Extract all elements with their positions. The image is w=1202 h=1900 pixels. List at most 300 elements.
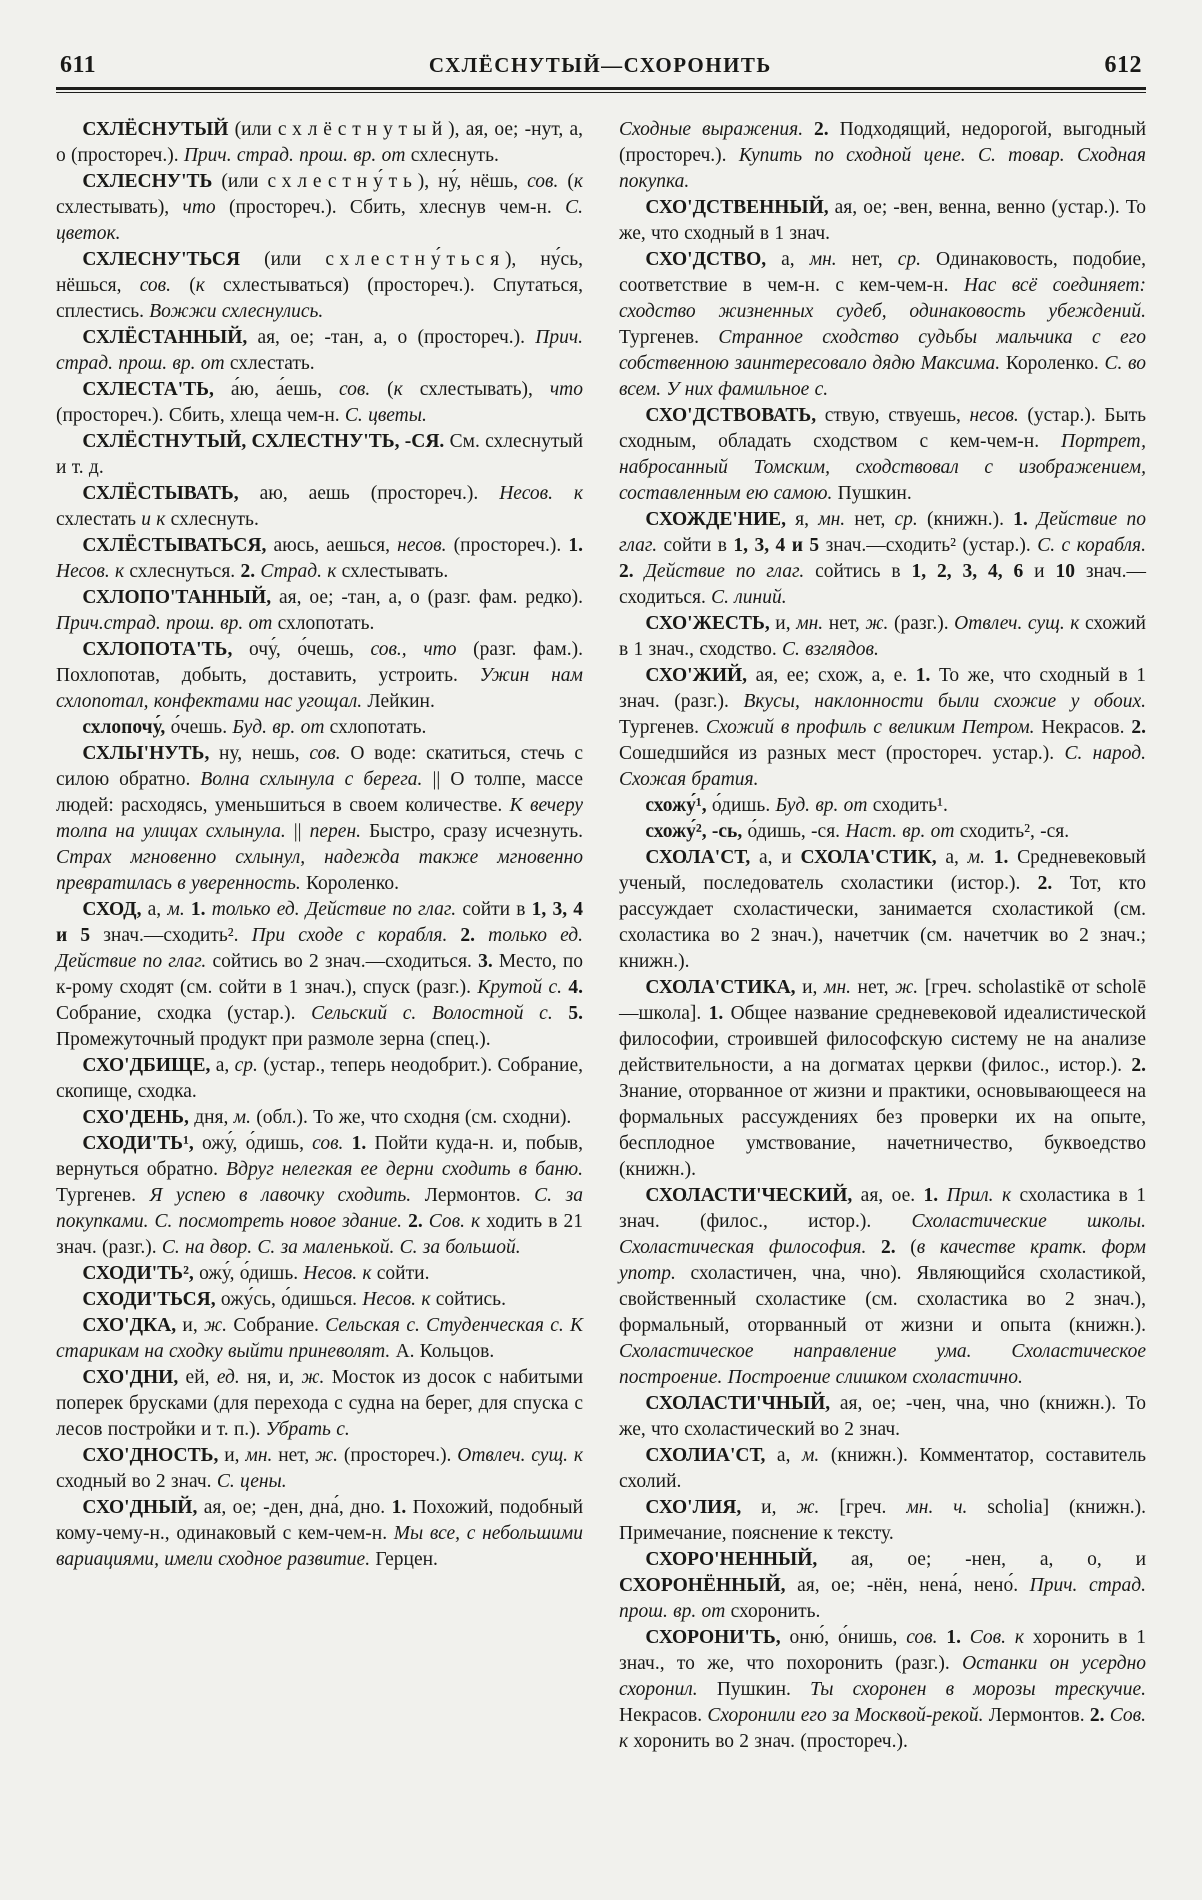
text-run: СХЛЁСТЫВАТЬСЯ, (82, 535, 274, 556)
text-run: Лермонтов. (983, 1705, 1090, 1726)
text-run: ж. (315, 1445, 339, 1466)
text-run: СХО'ДСТВО, (645, 249, 782, 270)
text-run: Лейкин. (362, 691, 435, 712)
text-run: о́дишь, -ся. (747, 821, 846, 842)
text-run: Нас всё соединяет: сходство жизненных судеб, одинаковость убеждений. (619, 275, 1146, 322)
text-run: Ты схоронен в морозы трескучие. (810, 1679, 1146, 1700)
text-run: 2. (460, 925, 489, 946)
text-run: а, (147, 899, 168, 920)
text-run: Тургенев. (619, 717, 706, 738)
text-run: Буд. вр. от (775, 795, 873, 816)
text-run: я, (795, 509, 819, 530)
text-run: С. цветы. (344, 405, 427, 426)
text-run: ожу́сь, о́дишься. (220, 1289, 363, 1310)
text-run: Герцен. (370, 1549, 438, 1570)
text-run: ая, ое; -вен, венна, венно (устар.). То же, что сходный в 1 знач. (619, 197, 1146, 244)
text-run: ж. (895, 977, 919, 998)
text-run: Похожий, подобный кому-чему-н., одинаковый с кем-чем-н. (56, 1497, 584, 1544)
text-run: СХЛЫ'НУТЬ, (82, 743, 220, 764)
text-run: СХОЛА'СТИКА, (645, 977, 803, 998)
text-run: схлёстнутый (277, 119, 449, 140)
text-run: Схоластические школы. Схоластическая философия. (619, 1211, 1147, 1258)
text-run: 1. (993, 847, 1018, 868)
text-run: 1. (708, 1003, 731, 1024)
text-run: ), ая, ое; -нут, а, о (простореч.). (56, 119, 583, 166)
text-run: что (549, 379, 584, 400)
text-run: схлопотать. (277, 613, 375, 634)
dictionary-entry (56, 715, 583, 741)
dictionary-entry (56, 533, 583, 585)
dictionary-entry (56, 897, 583, 1053)
text-run: Сходные выражения. (619, 119, 815, 140)
text-run: Несов. к (362, 1289, 431, 1310)
text-run: Тургенев. (56, 1185, 150, 1206)
text-run: ед. (216, 1367, 240, 1388)
text-run: сов., что (370, 639, 457, 660)
text-run: оню́, о́нишь, (789, 1627, 907, 1648)
text-run: ср. (234, 1055, 258, 1076)
text-run: (простореч.). Сбить, хлеща чем-н. (56, 405, 345, 426)
text-run: Несов. к (303, 1263, 372, 1284)
text-run: мн. ч. (906, 1497, 968, 1518)
text-run: СХОЖДЕ'НИЕ, (645, 509, 796, 530)
text-run: схожу́², -сь, (645, 821, 748, 842)
text-run: несов. (397, 535, 447, 556)
text-run: 10 (1055, 561, 1075, 582)
text-run: схлестать. (229, 353, 315, 374)
text-run: нет, (272, 1445, 316, 1466)
text-run: СХОРОНИ'ТЬ, (645, 1627, 790, 1648)
text-run: С. на двор. С. за маленькой. С. за большой. (161, 1237, 521, 1258)
text-run: Короленко. (300, 873, 399, 894)
text-run: К вечеру толпа на улицах схлынула. (56, 795, 583, 842)
text-run: СХЛОПО'ТАННЫЙ, (82, 587, 279, 608)
dictionary-entry (619, 1183, 1146, 1391)
text-run: схлеснуться. (124, 561, 241, 582)
text-run: схлестну́ться (325, 249, 505, 270)
text-run: схлестну́ть (267, 171, 418, 192)
text-run: Останки он усердно схоронил. (619, 1653, 1146, 1700)
text-run: 1. (915, 665, 939, 686)
text-run: СХОДИ'ТЬСЯ, (82, 1289, 221, 1310)
text-run: ая, ое; -тан, а, о (разг. фам. редко). (279, 587, 583, 608)
text-run: 1. (1013, 509, 1037, 530)
dictionary-entry (56, 117, 583, 169)
text-run: а, (945, 847, 968, 868)
text-run: нет, (851, 977, 896, 998)
text-run: Отвлеч. сущ. к (954, 613, 1080, 634)
text-run: мн. (245, 1445, 273, 1466)
text-run: Одинаковость, подобие, соответствие в чем-н. с кем-чем-н. (619, 249, 1146, 296)
text-run: ожу́, о́дишь, (202, 1133, 313, 1154)
text-run: и к (141, 509, 166, 530)
dictionary-entry (56, 1365, 583, 1443)
text-run: нет, (836, 249, 898, 270)
text-run: ж. (865, 613, 889, 634)
text-run: Наст. вр. от (845, 821, 960, 842)
dictionary-entry (619, 975, 1146, 1183)
text-run: Подходящий, недорогой, выгодный (простореч.). (619, 119, 1147, 166)
right-column (619, 117, 1146, 1755)
text-run: сов. (906, 1627, 947, 1648)
text-run: сов. (338, 379, 371, 400)
text-run: ср. (894, 509, 918, 530)
dictionary-entry (56, 377, 583, 429)
text-run: м. (233, 1107, 251, 1128)
text-run: Некрасов. (1034, 717, 1132, 738)
text-run: а, (776, 1445, 802, 1466)
text-run: СХЛЁСНУТЫЙ (82, 119, 235, 140)
text-run: и, (802, 977, 824, 998)
text-run: схлопотать. (329, 717, 427, 738)
text-run: || О толпе, массе людей: расходясь, уменьшиться в своем количестве. (56, 769, 584, 816)
text-run: очу́, о́чешь, (248, 639, 371, 660)
text-run: мн. (796, 613, 824, 634)
text-run: Действие по глаг. (644, 561, 805, 582)
text-run: ожу́, о́дишь. (199, 1263, 304, 1284)
text-run: м. (801, 1445, 820, 1466)
text-run: 3. (478, 951, 499, 972)
text-run: сойти в (657, 535, 734, 556)
text-run: СХО'ЖИЙ, (645, 665, 756, 686)
text-run: схлеснуть. (165, 509, 259, 530)
text-run: и, (224, 1445, 246, 1466)
text-run: (разг.). (888, 613, 955, 634)
text-run: 4. (568, 977, 583, 998)
dictionary-entry (619, 195, 1146, 247)
text-run: (или (221, 171, 268, 192)
text-run: О воде: скатиться, стечь с силою обратно. (56, 743, 583, 790)
text-run: схлопочу́, (82, 717, 171, 738)
text-run: Место, по к-рому сходят (см. сойти в 1 знач.), спуск (разг.). (56, 951, 584, 998)
text-run: С. взглядов. (781, 639, 879, 660)
text-run: 2. (881, 1237, 911, 1258)
dictionary-entry (56, 741, 583, 897)
text-run: [греч. scholastikē от scholē—школа]. (619, 977, 1146, 1024)
dictionary-entry (56, 481, 583, 533)
text-run: С. за покупками. С. посмотреть новое здание. (56, 1185, 583, 1232)
text-run: Знание, оторванное от жизни и практики, основывающееся на формальных рассуждениях без проверки их на опыте, бесплодное умствование, начетничество, буквоедство (книжн.). (619, 1081, 1146, 1180)
text-run: Пойти куда-н. и, побыв, вернуться обратно. (56, 1133, 583, 1180)
text-run: Прич. страд. прош. вр. от (183, 145, 411, 166)
text-run: СХОДИ'ТЬ¹, (82, 1133, 203, 1154)
text-run: ая, ее; схож, а, е. (755, 665, 916, 686)
text-run: Схоластическое направление ума. Схоластическое построение. Построение слишком схоластично. (619, 1341, 1146, 1388)
text-run: сходить², -ся. (959, 821, 1070, 842)
text-run: схлестывать), (402, 379, 550, 400)
dictionary-entry (619, 117, 1146, 195)
text-run: (простореч.). (446, 535, 569, 556)
text-run: См. схлеснутый и т. д. (56, 431, 584, 478)
text-run: к (393, 379, 403, 400)
dictionary-entry (619, 819, 1146, 845)
text-run: С. народ. Схожая братия. (619, 743, 1146, 790)
text-run: СХОЛА'СТ, (645, 847, 759, 868)
text-run: ж. (301, 1367, 325, 1388)
text-run: и, (761, 1497, 797, 1518)
header-rule (56, 87, 1146, 93)
text-run: нет, (845, 509, 895, 530)
dictionary-entry (619, 1547, 1146, 1625)
text-run: СХОРО'НЕННЫЙ, (645, 1549, 852, 1570)
text-run: СХОЛИА'СТ, (645, 1445, 777, 1466)
text-run: к (573, 171, 583, 192)
text-run: ), ну́сь, нёшься, (56, 249, 583, 296)
text-run: 5. (568, 1003, 583, 1024)
text-run: (или (264, 249, 326, 270)
text-run: ), ну́, нёшь, (417, 171, 528, 192)
text-run: мн. (824, 977, 851, 998)
text-run: (книжн.). Комментатор, составитель схолий. (619, 1445, 1147, 1492)
text-run: А. Кольцов. (390, 1341, 495, 1362)
text-run: С. с корабля. (1037, 535, 1146, 556)
text-run: Мы все, с небольшими вариациями, имели сходное развитие. (56, 1523, 584, 1570)
text-run: Некрасов. (619, 1705, 708, 1726)
text-columns (56, 117, 1146, 1755)
running-title: СХЛЁСНУТЫЙ—СХОРОНИТЬ (428, 53, 772, 77)
text-run: (книжн.). (917, 509, 1014, 530)
text-run: Отвлеч. сущ. к (457, 1445, 583, 1466)
text-run: СХО'ДЕНЬ, (82, 1107, 195, 1128)
text-run: Пушкин. (832, 483, 912, 504)
text-run: Действие по глаг. (619, 509, 1146, 556)
page-number-left: 611 (60, 52, 97, 78)
text-run: (простореч.). Сбить, хлеснув чем-н. (215, 197, 566, 218)
text-run: ж. (796, 1497, 820, 1518)
text-run: С. во всем. У них фамильное с. (619, 353, 1146, 400)
text-run: Крутой с. (477, 977, 569, 998)
text-run: СХО'ДНИ, (82, 1367, 186, 1388)
text-run: ну, нешь, (219, 743, 310, 764)
text-run: ня, и, (239, 1367, 302, 1388)
dictionary-entry (56, 169, 583, 247)
text-run: (устар.). Быть сходным, обладать сходством с кем-чем-н. (619, 405, 1146, 452)
text-run: и (1023, 561, 1056, 582)
text-run: перен. (309, 821, 362, 842)
text-run: а, (215, 1055, 235, 1076)
text-run: м. (167, 899, 191, 920)
text-run: 2. (408, 1211, 429, 1232)
left-column (56, 117, 583, 1755)
text-run: СХОЛА'СТИК, (800, 847, 946, 868)
text-run: 2. (1037, 873, 1070, 894)
text-run: схоронить. (730, 1601, 821, 1622)
text-run: знач.—сходить² (устар.). (819, 535, 1038, 556)
text-run: СХЛЕСТА'ТЬ, (82, 379, 231, 400)
text-run: Сельский с. Волостной с. (311, 1003, 569, 1024)
text-run: Сов. к (428, 1211, 481, 1232)
text-run: ая, ое; -тан, а, о (простореч.). (257, 327, 536, 348)
text-run: сходить¹. (872, 795, 948, 816)
dictionary-entry (619, 507, 1146, 611)
dictionary-entry (56, 247, 583, 325)
text-run: Промежуточный продукт при размоле зерна (спец.). (56, 1029, 491, 1050)
text-run: о́чешь. (170, 717, 233, 738)
text-run: Прич. страд. прош. вр. от (56, 327, 583, 374)
text-run: ая, ое; -ден, дна́, дно. (203, 1497, 392, 1518)
text-run: СХЛЕСНУ'ТЬ (82, 171, 222, 192)
text-run: знач.—сходиться. (619, 561, 1147, 608)
page-header (56, 52, 1146, 79)
text-run: что (182, 197, 216, 218)
dictionary-entry (619, 1391, 1146, 1443)
text-run: Общее название средневековой идеалистической философии, строившей философскую систему не на анализе действительности, а на догматах церкви (филос., истор.). (619, 1003, 1147, 1076)
text-run: Несов. к (499, 483, 583, 504)
text-run: СХЛОПОТА'ТЬ, (82, 639, 249, 660)
text-run: При сходе с корабля. (251, 925, 461, 946)
dictionary-entry (56, 1287, 583, 1313)
text-run: СХО'ЛИЯ, (645, 1497, 762, 1518)
text-run: сойти в (456, 899, 532, 920)
text-run: СХОЛАСТИ'ЧНЫЙ, (645, 1393, 840, 1414)
text-run: Тургенев. (619, 327, 719, 348)
text-run: а, и (758, 847, 801, 868)
text-run: Ужин нам схлопотал, конфектами нас угощал. (56, 665, 583, 712)
text-run: 2. (1089, 1705, 1110, 1726)
text-run: схлеснуть. (410, 145, 499, 166)
text-run: Вдруг нелегкая ее дерни сходить в баню. (226, 1159, 583, 1180)
dictionary-entry (619, 845, 1146, 975)
text-run: СХО'ДНЫЙ, (82, 1497, 204, 1518)
text-run: Вкусы, наклонности были схожие у обоих. (743, 691, 1146, 712)
text-run: 2. (619, 561, 645, 582)
text-run: Схоронили его за Москвой-рекой. (707, 1705, 984, 1726)
dictionary-entry (619, 403, 1146, 507)
text-run: ая, ое; -нён, нена́, нено́. (797, 1575, 1030, 1596)
text-run: СХО'ЖЕСТЬ, (645, 613, 776, 634)
dictionary-entry (619, 1495, 1146, 1547)
text-run: [греч. (819, 1497, 907, 1518)
text-run: 1. (568, 535, 583, 556)
text-run: ( (910, 1237, 917, 1258)
text-run: только ед. Действие по глаг. (211, 899, 457, 920)
text-run: ср. (897, 249, 922, 270)
text-run: в качестве кратк. форм употр. (619, 1237, 1147, 1284)
text-run: а́ю, а́ешь, (230, 379, 339, 400)
text-run: сойтись в (804, 561, 912, 582)
text-run: СХО'ДНОСТЬ, (82, 1445, 225, 1466)
text-run: 2. (1131, 717, 1146, 738)
text-run: сов. (527, 171, 559, 192)
text-run: аю, аешь (простореч.). (259, 483, 500, 504)
text-run: схоластичен, чна, чно). Являющийся схоластикой, свойственный схоластике (см. схоластика во 2 знач.), формальный, оторванный от жизни и опыта (книжн.). (619, 1263, 1146, 1336)
text-run: СХОЛАСТИ'ЧЕСКИЙ, (645, 1185, 861, 1206)
text-run: 1. (391, 1497, 413, 1518)
text-run: Сельская с. Студенческая с. К старикам на сходку выйти приневолят. (56, 1315, 584, 1362)
text-run: Прич.страд. прош. вр. от (56, 613, 278, 634)
text-run: 2. (240, 561, 261, 582)
text-run: Вожжи схлеснулись. (149, 301, 324, 322)
text-run: Несов. к (56, 561, 125, 582)
text-run: (простореч.). (338, 1445, 458, 1466)
text-run: схлестать (56, 509, 142, 530)
text-run: СХО'ДКА, (82, 1315, 183, 1336)
text-run: 1. (351, 1133, 375, 1154)
dictionary-entry (56, 1261, 583, 1287)
text-run: схожий в 1 знач., сходство. (619, 613, 1146, 660)
text-run: С. линий. (711, 587, 787, 608)
text-run: СХЛЁСТЫВАТЬ, (82, 483, 260, 504)
text-run: СХО'ДСТВЕННЫЙ, (645, 197, 835, 218)
text-run: ( (170, 275, 196, 296)
text-run: СХЛЁСТНУТЫЙ, СХЛЕСТНУ'ТЬ, -СЯ. (82, 431, 450, 452)
text-run: || (285, 821, 310, 842)
text-run: знач.—сходить². (90, 925, 252, 946)
text-run: ходить в 21 знач. (разг.). (56, 1211, 583, 1258)
text-run: ая, ое; -чен, чна, чно (книжн.). То же, что схоластический во 2 знач. (619, 1393, 1146, 1440)
text-run: Страд. к (260, 561, 337, 582)
text-run: Собрание, сходка (устар.). (56, 1003, 312, 1024)
text-run: СХЛЁСТАННЫЙ, (82, 327, 258, 348)
text-run: схлестываться) (простореч.). Спутаться, сплестись. (56, 275, 583, 322)
text-run: Купить по сходной цене. С. товар. Сходная покупка. (619, 145, 1146, 192)
text-run: сойти. (371, 1263, 430, 1284)
text-run: Сошедшийся из разных мест (простореч. устар.). (619, 743, 1065, 764)
text-run: а, (781, 249, 810, 270)
text-run: Быстро, сразу исчезнуть. (361, 821, 583, 842)
dictionary-entry (56, 325, 583, 377)
text-run: Я успею в лавочку сходить. (149, 1185, 412, 1206)
text-run: 1. (923, 1185, 947, 1206)
text-run: Короленко. (1000, 353, 1105, 374)
text-run: только ед. Действие по глаг. (56, 925, 584, 972)
text-run: ая, ое. (860, 1185, 924, 1206)
text-run: м. (967, 847, 994, 868)
text-run: хоронить в 1 знач., то же, что похоронить (разг.). (619, 1627, 1146, 1674)
text-run: СХОД, (82, 899, 148, 920)
text-run: 1, 3, 4 и 5 (733, 535, 820, 556)
dictionary-entry (619, 663, 1146, 793)
text-run: схлестывать. (336, 561, 449, 582)
text-run: сов. (312, 1133, 352, 1154)
text-run: Собрание. (227, 1315, 326, 1336)
text-run: мн. (809, 249, 837, 270)
dictionary-entry (619, 1625, 1146, 1755)
text-run: (разг. фам.). Похлопотав, добыть, доставить, устроить. (56, 639, 583, 686)
dictionary-entry (56, 1105, 583, 1131)
text-run: (устар., теперь неодобрит.). Собрание, скопище, сходка. (56, 1055, 584, 1102)
text-run: Средневековый ученый, последователь схоластики (истор.). (619, 847, 1146, 894)
text-run: scholia] (книжн.). Примечание, пояснение к тексту. (619, 1497, 1146, 1544)
text-run: дня, (194, 1107, 234, 1128)
dictionary-entry (56, 1131, 583, 1261)
text-run: Мосток из досок с набитыми поперек брусками (для перехода с судна на берег, для спуска с лесов постройки и т. п.). (56, 1367, 584, 1440)
text-run: Прич. страд. прош. вр. от (619, 1575, 1146, 1622)
text-run: схлестывать), (56, 197, 183, 218)
text-run: сходный во 2 знач. (56, 1471, 217, 1492)
text-run: ая, ое; -нен, а, о, и (851, 1549, 1147, 1570)
text-run: Странное сходство судьбы мальчика с его собственною заинтересовало дядю Максима. (619, 327, 1146, 374)
text-run: ствую, ствуешь, (824, 405, 970, 426)
text-run: о́дишь. (711, 795, 776, 816)
text-run: С. цветок. (56, 197, 583, 244)
text-run: хоронить во 2 знач. (простореч.). (628, 1731, 908, 1752)
text-run: сойтись. (430, 1289, 506, 1310)
text-run: 2. (814, 119, 840, 140)
text-run: ( (558, 171, 574, 192)
dictionary-entry (56, 1053, 583, 1105)
text-run: сойтись во 2 знач.—сходиться. (206, 951, 479, 972)
text-run: Тот, кто рассуждает схоластически, занимается схоластикой (см. схоластика во 2 знач.), начетчик (см. начетчик во 2 знач.; книжн.). (619, 873, 1146, 972)
text-run: 1. (946, 1627, 970, 1648)
text-run: Убрать с. (265, 1419, 350, 1440)
text-run: Лермонтов. (411, 1185, 535, 1206)
dictionary-entry (56, 1313, 583, 1365)
dictionary-entry (56, 637, 583, 715)
text-run: Волна схлынула с берега. (200, 769, 423, 790)
text-run: несов. (969, 405, 1019, 426)
text-run: СХО'ДСТВОВАТЬ, (645, 405, 825, 426)
